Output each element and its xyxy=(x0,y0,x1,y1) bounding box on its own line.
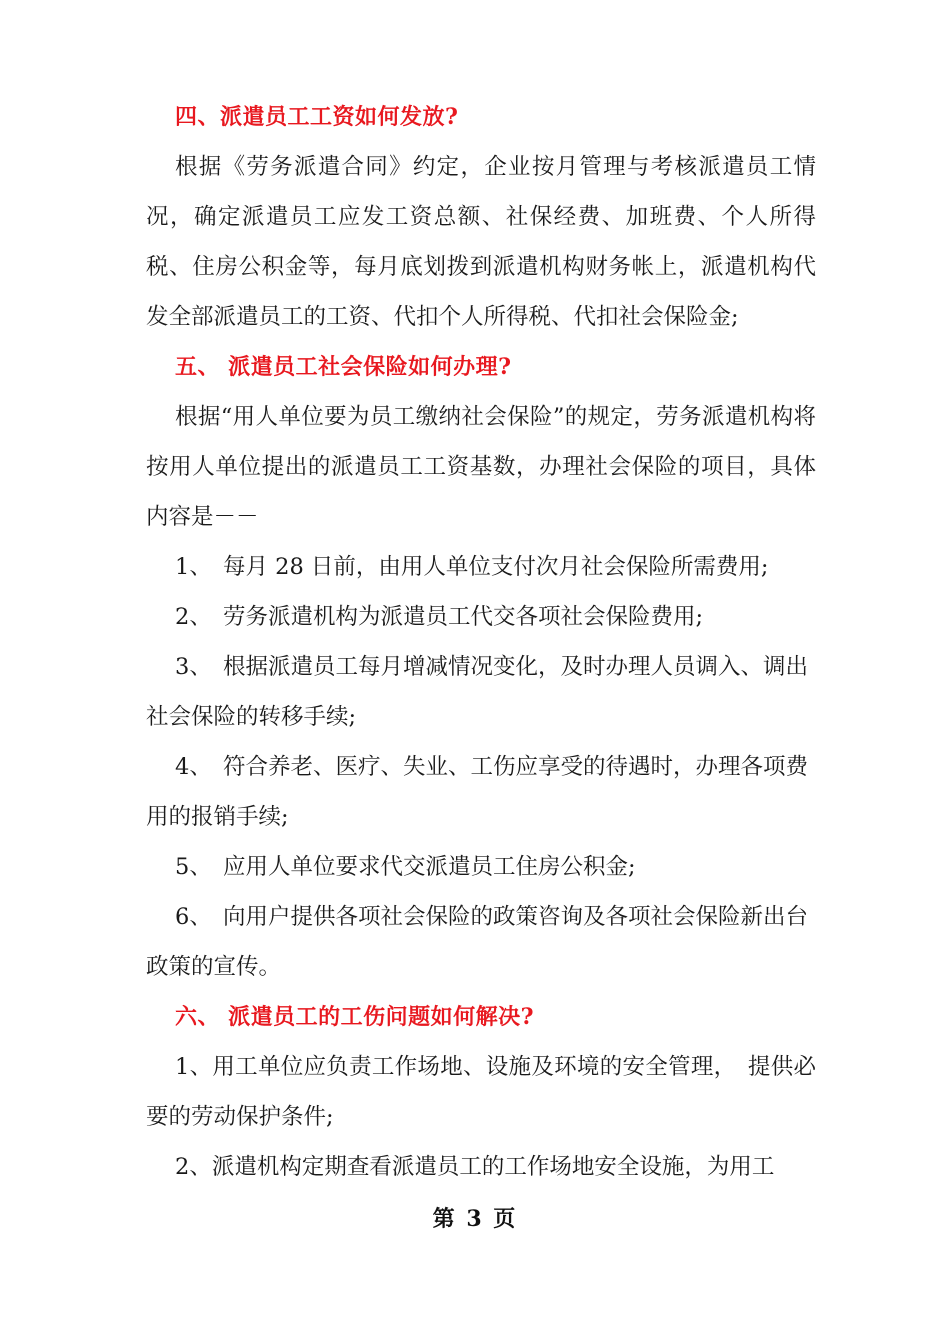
list-item xyxy=(146,742,816,842)
list-item-text: 向用户提供各项社会保险的政策咨询及各项社会保险新出台政策的宣传。 xyxy=(146,904,809,980)
list-item xyxy=(146,642,816,742)
list-item-number: 2、 xyxy=(175,604,212,630)
list-item-text: 应用人单位要求代交派遣员工住房公积金; xyxy=(223,854,636,880)
list-item-text: 根据派遣员工每月增减情况变化，及时办理人员调入、调出社会保险的转移手续; xyxy=(146,654,809,730)
paragraph-work-injury-2: 2、派遣机构定期查看派遣员工的工作场地安全设施，为用工 xyxy=(175,1154,775,1180)
document-body xyxy=(146,92,816,1192)
list-item-number: 1、 xyxy=(175,554,212,580)
list-item xyxy=(146,892,816,992)
list-item-text: 符合养老、医疗、失业、工伤应享受的待遇时，办理各项费用的报销手续; xyxy=(146,754,809,830)
page-number: 第 3 页 xyxy=(432,1206,518,1232)
paragraph-wages: 根据《劳务派遣合同》约定，企业按月管理与考核派遣员工情况，确定派遣员工应发工资总额、社保经费、加班费、个人所得税、住房公积金等，每月底划拨到派遣机构财务帐上，派遣机构代发全部派遣员工的工资、代扣个人所得税、代扣社会保险金; xyxy=(146,154,816,330)
list-item-number: 4、 xyxy=(175,754,212,780)
list-item-text: 每月 28 日前，由用人单位支付次月社会保险所需费用; xyxy=(223,554,769,580)
section-heading-social-insurance: 五、 派遣员工社会保险如何办理? xyxy=(175,354,512,380)
paragraph-work-injury-1: 1、用工单位应负责工作场地、设施及环境的安全管理， 提供必要的劳动保护条件; xyxy=(146,1054,816,1130)
paragraph-social-insurance: 根据“用人单位要为员工缴纳社会保险”的规定，劳务派遣机构将按用人单位提出的派遣员工工资基数，办理社会保险的项目，具体内容是－－ xyxy=(146,404,816,530)
list-item xyxy=(146,842,816,892)
list-item-number: 6、 xyxy=(175,904,212,930)
list-item-text: 劳务派遣机构为派遣员工代交各项社会保险费用; xyxy=(223,604,704,630)
list-item-number: 5、 xyxy=(175,854,212,880)
list-item xyxy=(146,542,816,592)
section-heading-work-injury: 六、 派遣员工的工伤问题如何解决? xyxy=(175,1004,535,1030)
list-item xyxy=(146,592,816,642)
list-item-number: 3、 xyxy=(175,654,212,680)
section-heading-wages: 四、派遣员工工资如何发放? xyxy=(175,104,459,130)
